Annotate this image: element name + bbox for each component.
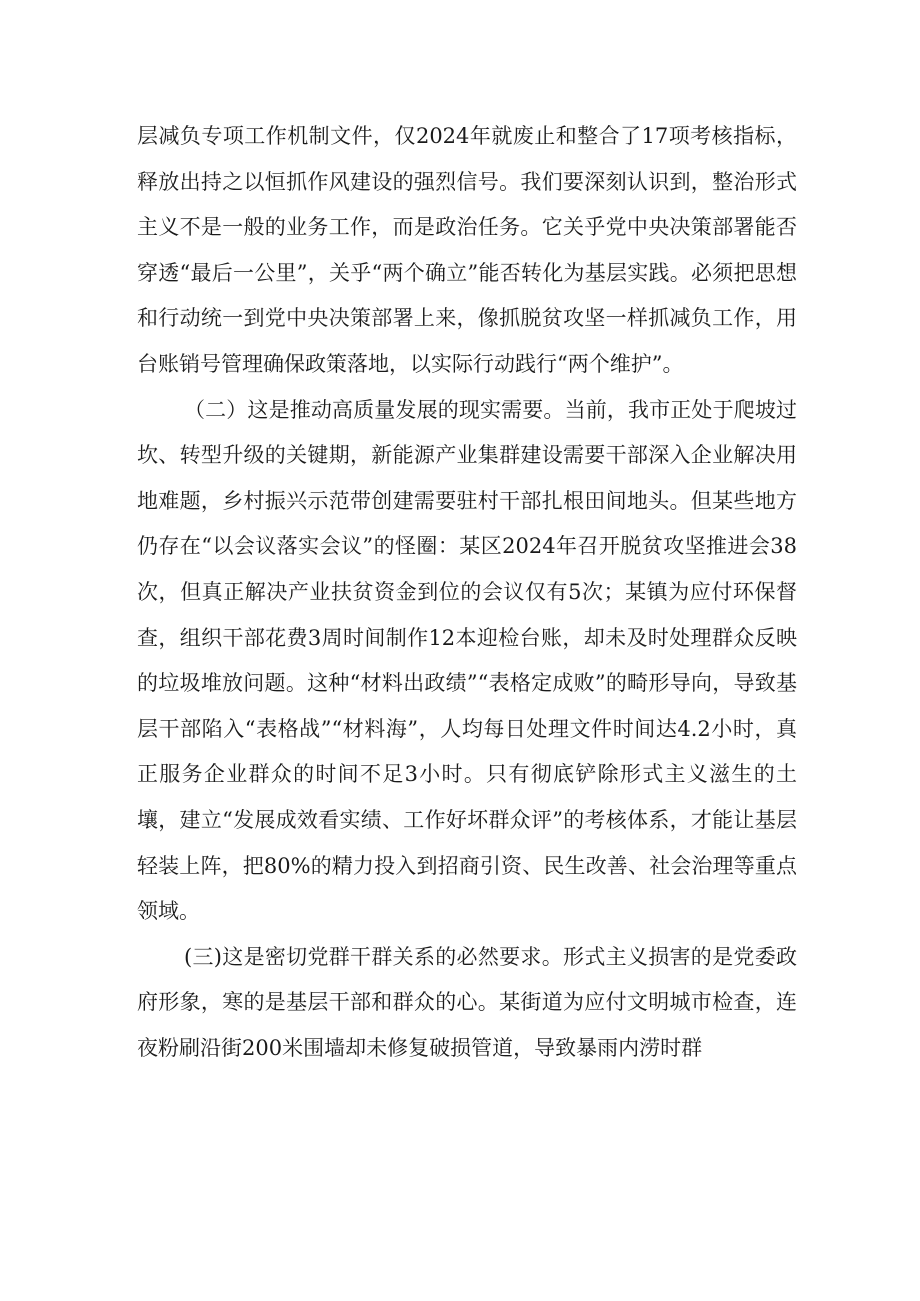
paragraph-2: （二）这是推动高质量发展的现实需要。当前，我市正处于爬坡过坎、转型升级的关键期，新能源产业集群建设需要干部深入企业解决用地难题，乡村振兴示范带创建需要驻村干部扎根田间地头。但某些地方仍存在“以会议落实会议”的怪圈：某区2024年召开脱贫攻坚推进会38次，但真正解决产业扶贫资金到位的会议仅有5次；某镇为应付环保督查，组织干部花费3周时间制作12本迎检台账，却未及时处理群众反映的垃圾堆放问题。这种“材料出政绩”“表格定成败”的畸形导向，导致基层干部陷入“表格战”“材料海”，人均每日处理文件时间达4.2小时，真正服务企业群众的时间不足3小时。只有彻底铲除形式主义滋生的土壤，建立“发展成效看实绩、工作好坏群众评”的考核体系，才能让基层轻装上阵，把80%的精力投入到招商引资、民生改善、社会治理等重点领域。 <box>137 397 797 924</box>
body-text <box>137 114 797 1071</box>
paragraph-1: 层减负专项工作机制文件，仅2024年就废止和整合了17项考核指标，释放出持之以恒抓作风建设的强烈信号。我们要深刻认识到，整治形式主义不是一般的业务工作，而是政治任务。它关乎党中央决策部署能否穿透“最后一公里”，关乎“两个确立”能否转化为基层实践。必须把思想和行动统一到党中央决策部署上来，像抓脱贫攻坚一样抓减负工作，用台账销号管理确保政策落地，以实际行动践行“两个维护”。 <box>137 124 797 376</box>
paragraph-3: (三)这是密切党群干群关系的必然要求。形式主义损害的是党委政府形象，寒的是基层干部和群众的心。某街道为应付文明城市检查，连夜粉刷沿街200米围墙却未修复破损管道，导致暴雨内涝时群 <box>137 944 797 1060</box>
